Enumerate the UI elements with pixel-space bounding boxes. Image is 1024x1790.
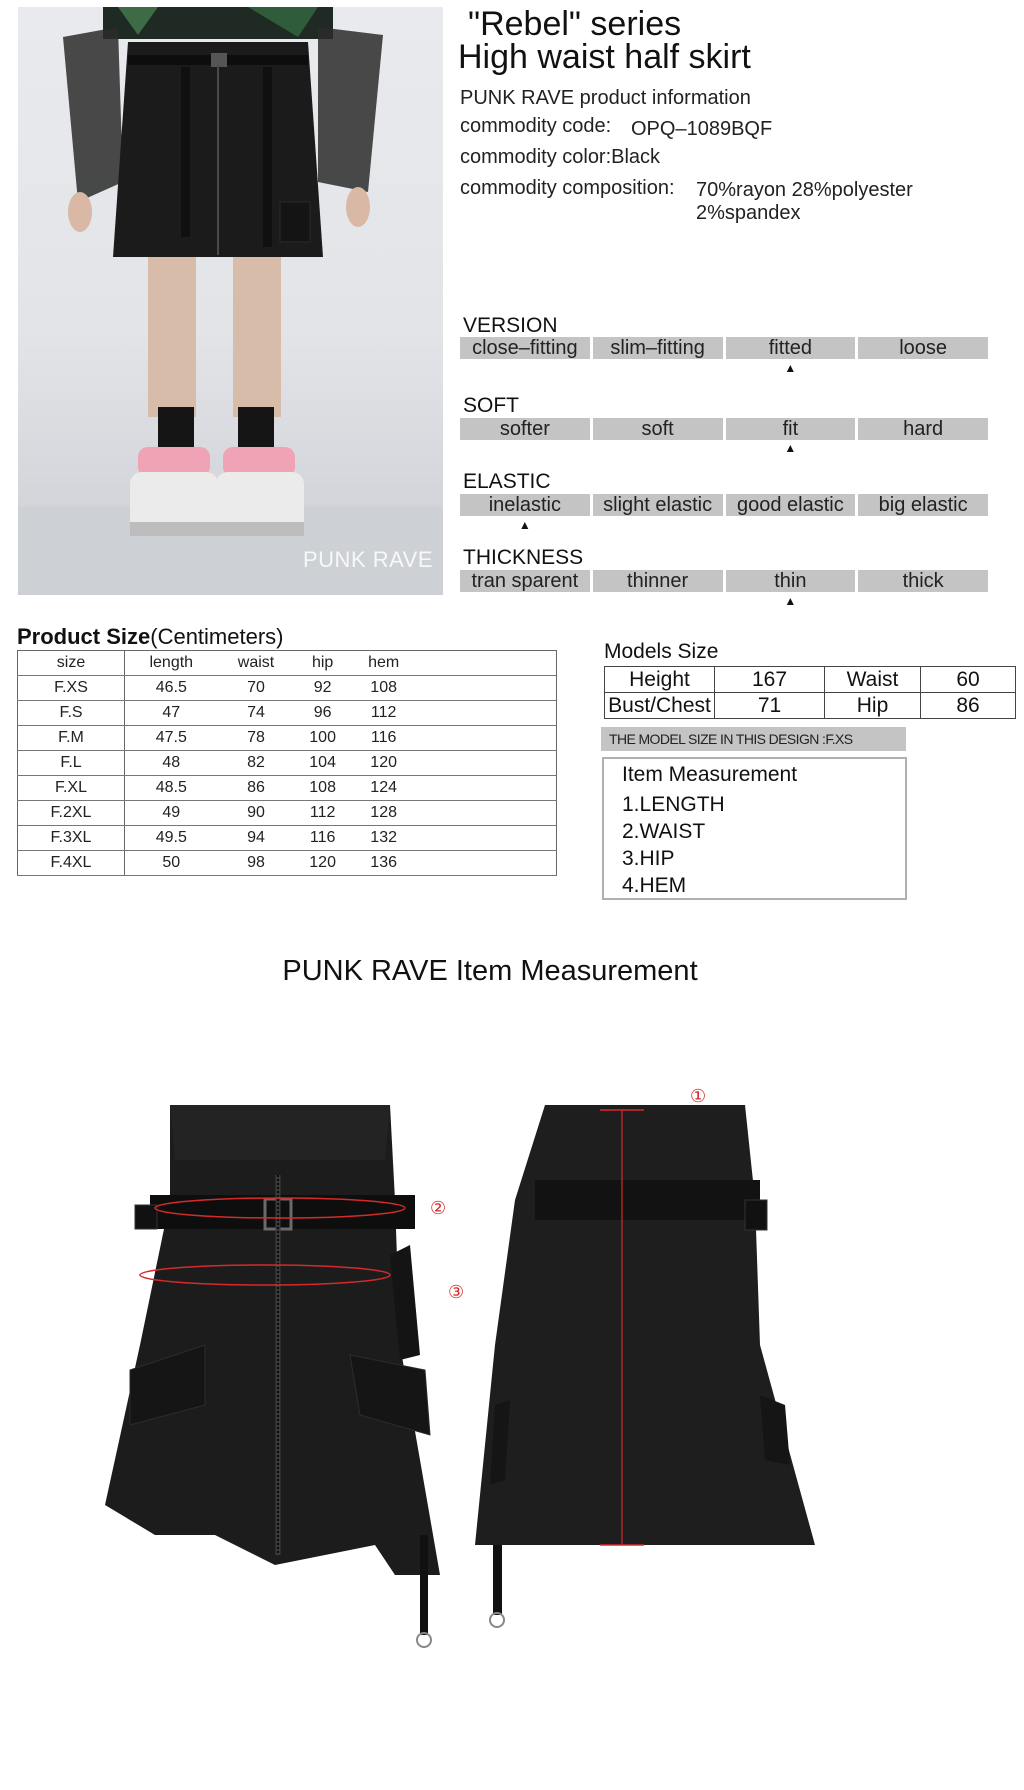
composition-label: commodity composition:	[460, 177, 675, 199]
model-size-note: THE MODEL SIZE IN THIS DESIGN :F.XS	[601, 727, 906, 751]
feature-option: softer	[460, 418, 590, 440]
table-row	[18, 776, 557, 801]
table-cell: 82	[218, 751, 295, 776]
feature-option: soft	[593, 418, 723, 440]
table-cell: 108	[294, 776, 350, 801]
table-cell	[417, 776, 557, 801]
table-cell: 104	[294, 751, 350, 776]
code-label: commodity code:	[460, 115, 612, 137]
feature-option: big elastic	[858, 494, 988, 516]
measurement-legend	[602, 757, 907, 900]
table-cell: 116	[294, 826, 350, 851]
empty-column	[417, 651, 557, 676]
table-cell: 49.5	[125, 826, 218, 851]
column-header: size	[18, 651, 125, 676]
table-cell: 116	[351, 726, 417, 751]
table-cell: 132	[351, 826, 417, 851]
feature-label: ELASTIC	[463, 470, 551, 493]
selected-marker-icon: ▲	[518, 518, 531, 532]
table-cell: F.S	[18, 701, 125, 726]
table-cell: F.XL	[18, 776, 125, 801]
table-cell	[417, 851, 557, 876]
table-cell	[417, 751, 557, 776]
product-title: High waist half skirt	[458, 38, 751, 76]
skirt-front	[105, 1105, 440, 1647]
table-cell: F.L	[18, 751, 125, 776]
table-cell: F.XS	[18, 676, 125, 701]
feature-bar	[460, 418, 988, 440]
table-row	[605, 693, 1016, 719]
table-row	[18, 701, 557, 726]
column-header: waist	[218, 651, 295, 676]
table-cell	[417, 701, 557, 726]
table-cell: 124	[351, 776, 417, 801]
table-cell: 86	[218, 776, 295, 801]
table-cell	[417, 801, 557, 826]
table-cell: Hip	[825, 693, 921, 719]
table-cell: 49	[125, 801, 218, 826]
table-cell: 112	[294, 801, 350, 826]
color-line: commodity color:Black	[460, 146, 661, 168]
table-cell: 136	[351, 851, 417, 876]
table-cell: 108	[351, 676, 417, 701]
table-cell: 86	[921, 693, 1016, 719]
feature-option: close–fitting	[460, 337, 590, 359]
table-row	[18, 726, 557, 751]
table-cell: 47.5	[125, 726, 218, 751]
measurement-section-title: PUNK RAVE Item Measurement	[282, 955, 698, 987]
selected-marker-icon: ▲	[784, 594, 797, 608]
measurement-figure	[95, 1105, 935, 1705]
table-row	[18, 801, 557, 826]
size-chart-title-main: Product Size	[17, 624, 151, 649]
measurement-item: 3.HIP	[622, 847, 675, 870]
table-cell: 96	[294, 701, 350, 726]
column-header: hem	[351, 651, 417, 676]
length-marker-label: ①	[690, 1086, 707, 1106]
table-cell: 48.5	[125, 776, 218, 801]
table-cell: Waist	[825, 667, 921, 693]
table-cell: 47	[125, 701, 218, 726]
feature-option: fitted	[726, 337, 856, 359]
table-cell	[417, 826, 557, 851]
model-illustration	[18, 7, 443, 595]
table-cell: 74	[218, 701, 295, 726]
brand-info: PUNK RAVE product information	[460, 87, 751, 109]
selected-marker-icon: ▲	[784, 361, 797, 375]
table-row	[18, 676, 557, 701]
feature-bar	[460, 570, 988, 592]
table-cell: F.2XL	[18, 801, 125, 826]
models-size-title: Models Size	[604, 640, 719, 663]
table-cell: 167	[715, 667, 825, 693]
composition-value-2: 2%spandex	[696, 202, 801, 224]
feature-bar	[460, 337, 988, 359]
feature-label: VERSION	[463, 314, 558, 337]
table-cell: 100	[294, 726, 350, 751]
photo-watermark: PUNK RAVE	[303, 547, 434, 572]
table-cell	[417, 726, 557, 751]
feature-option: inelastic	[460, 494, 590, 516]
waist-marker-label: ②	[430, 1198, 447, 1218]
feature-option: thinner	[593, 570, 723, 592]
table-cell: 70	[218, 676, 295, 701]
table-cell: Height	[605, 667, 715, 693]
table-cell: F.4XL	[18, 851, 125, 876]
table-cell: Bust/Chest	[605, 693, 715, 719]
table-cell: 98	[218, 851, 295, 876]
column-header: length	[125, 651, 218, 676]
table-cell: 92	[294, 676, 350, 701]
feature-option: fit	[726, 418, 856, 440]
feature-option: good elastic	[726, 494, 856, 516]
table-cell	[417, 676, 557, 701]
table-cell: 46.5	[125, 676, 218, 701]
table-cell: 120	[294, 851, 350, 876]
measurement-heading: Item Measurement	[622, 763, 798, 786]
hip-marker-label: ③	[448, 1282, 465, 1302]
table-cell: 50	[125, 851, 218, 876]
measurement-item: 4.HEM	[622, 874, 687, 897]
table-cell: 128	[351, 801, 417, 826]
column-header: hip	[294, 651, 350, 676]
table-cell: 94	[218, 826, 295, 851]
selected-marker-icon: ▲	[784, 441, 797, 455]
skirt-back	[475, 1105, 815, 1627]
feature-option: slight elastic	[593, 494, 723, 516]
table-cell: 78	[218, 726, 295, 751]
table-cell: 112	[351, 701, 417, 726]
table-cell: F.M	[18, 726, 125, 751]
table-cell: 60	[921, 667, 1016, 693]
table-header-row	[18, 651, 557, 676]
feature-option: tran sparent	[460, 570, 590, 592]
feature-option: hard	[858, 418, 988, 440]
measurement-item: 1.LENGTH	[622, 793, 725, 816]
table-cell: F.3XL	[18, 826, 125, 851]
size-chart-table	[17, 650, 557, 876]
code-value: OPQ–1089BQF	[631, 118, 773, 140]
skirt-diagram	[95, 1105, 935, 1705]
feature-bar	[460, 494, 988, 516]
series-title: "Rebel" series	[468, 5, 682, 43]
feature-option: thin	[726, 570, 856, 592]
table-row	[18, 751, 557, 776]
table-cell: 48	[125, 751, 218, 776]
measurement-item: 2.WAIST	[622, 820, 706, 843]
models-size-table	[604, 666, 1016, 719]
table-cell: 120	[351, 751, 417, 776]
size-chart-unit: (Centimeters)	[150, 624, 284, 649]
feature-option: slim–fitting	[593, 337, 723, 359]
feature-label: THICKNESS	[463, 546, 584, 569]
table-row	[605, 667, 1016, 693]
feature-label: SOFT	[463, 394, 519, 417]
size-chart-title	[17, 624, 284, 650]
table-row	[18, 826, 557, 851]
product-photo	[18, 7, 443, 595]
table-cell: 71	[715, 693, 825, 719]
table-cell: 90	[218, 801, 295, 826]
feature-option: loose	[858, 337, 988, 359]
feature-option: thick	[858, 570, 988, 592]
composition-value-1: 70%rayon 28%polyester	[696, 179, 913, 201]
table-row	[18, 851, 557, 876]
